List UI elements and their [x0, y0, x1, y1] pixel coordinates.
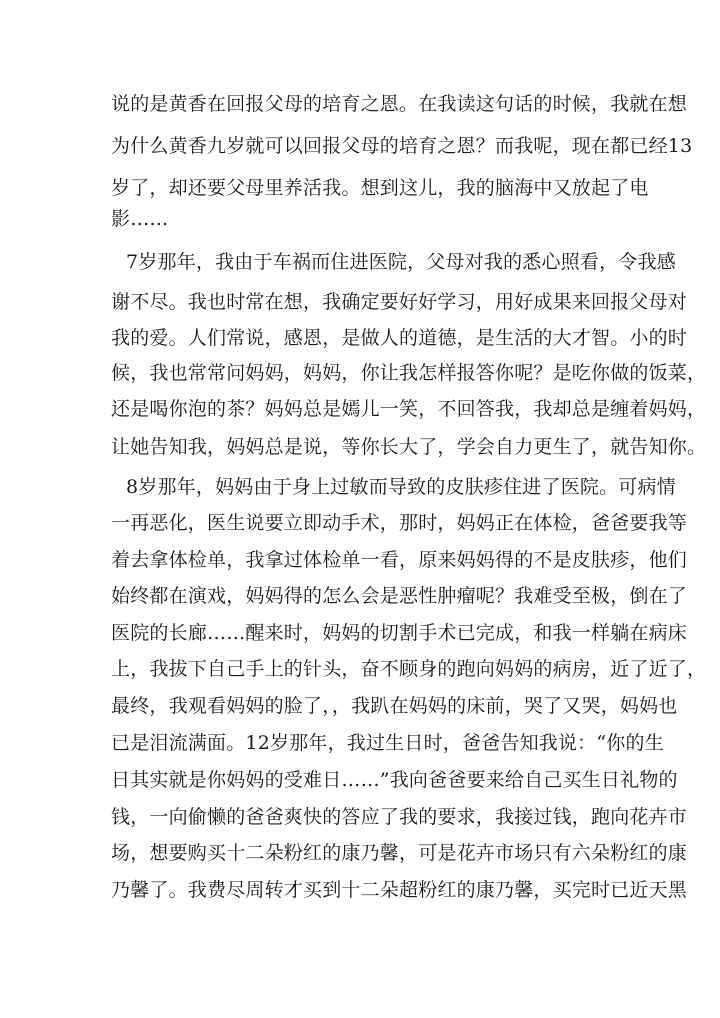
text-line: 始终都在演戏，妈妈得的怎么会是恶性肿瘤呢？我难受至极，倒在了 — [111, 585, 688, 607]
text-line: 场，想要购买十二朵粉红的康乃馨，可是花卉市场只有六朵粉红的康 — [111, 842, 688, 864]
text-line: 已是泪流满面。12岁那年，我过生日时，爸爸告知我说：“你的生 — [111, 732, 664, 754]
text-line: 谢不尽。我也时常在想，我确定要好好学习，用好成果来回报父母对 — [111, 291, 688, 313]
text-line: 乃馨了。我费尽周转才买到十二朵超粉红的康乃馨，买完时已近天黑 — [111, 879, 688, 901]
text-line: 说的是黄香在回报父母的培育之恩。在我读这句话的时候，我就在想 — [111, 93, 688, 115]
text-line: 钱，一向偷懒的爸爸爽快的答应了我的要求，我接过钱，跑向花卉市 — [111, 806, 688, 828]
paragraph-first-line: 7岁那年，我由于车祸而住进医院，父母对我的悉心照看，令我感 — [126, 251, 676, 273]
text-line: 着去拿体检单，我拿过体检单一看，原来妈妈得的不是皮肤疹，他们 — [111, 549, 688, 571]
paragraph-first-line: 8岁那年，妈妈由于身上过敏而导致的皮肤疹住进了医院。可病情 — [126, 476, 676, 498]
text-line: 最终，我观看妈妈的脸了，，我趴在妈妈的床前，哭了又哭，妈妈也 — [111, 695, 678, 717]
text-line: 日其实就是你妈妈的受难日……”我向爸爸要来给自己买生日礼物的 — [111, 769, 678, 791]
text-line: 候，我也常常问妈妈，妈妈，你让我怎样报答你呢？是吃你做的饭菜， — [111, 362, 707, 384]
text-line: 一再恶化，医生说要立即动手术，那时，妈妈正在体检，爸爸要我等 — [111, 512, 688, 534]
text-line: 让她告知我，妈妈总是说，等你长大了，学会自力更生了，就告知你。 — [111, 436, 707, 458]
text-line: 医院的长廊……醒来时，妈妈的切割手术已完成，和我一样躺在病床 — [111, 622, 688, 644]
text-line: 上，我拔下自己手上的针头，奋不顾身的跑向妈妈的病房，近了近了， — [111, 658, 707, 680]
text-line: 为什么黄香九岁就可以回报父母的培育之恩？而我呢，现在都已经13 — [111, 135, 693, 157]
text-line: 还是喝你泡的茶？妈妈总是嫣儿一笑，不回答我，我却总是缠着妈妈， — [111, 398, 707, 420]
text-line: 影…… — [111, 208, 169, 230]
text-line: 我的爱。人们常说，感恩，是做人的道德，是生活的大才智。小的时 — [111, 327, 688, 349]
text-line: 岁了，却还要父母里养活我。想到这儿，我的脑海中又放起了电 — [111, 177, 649, 199]
